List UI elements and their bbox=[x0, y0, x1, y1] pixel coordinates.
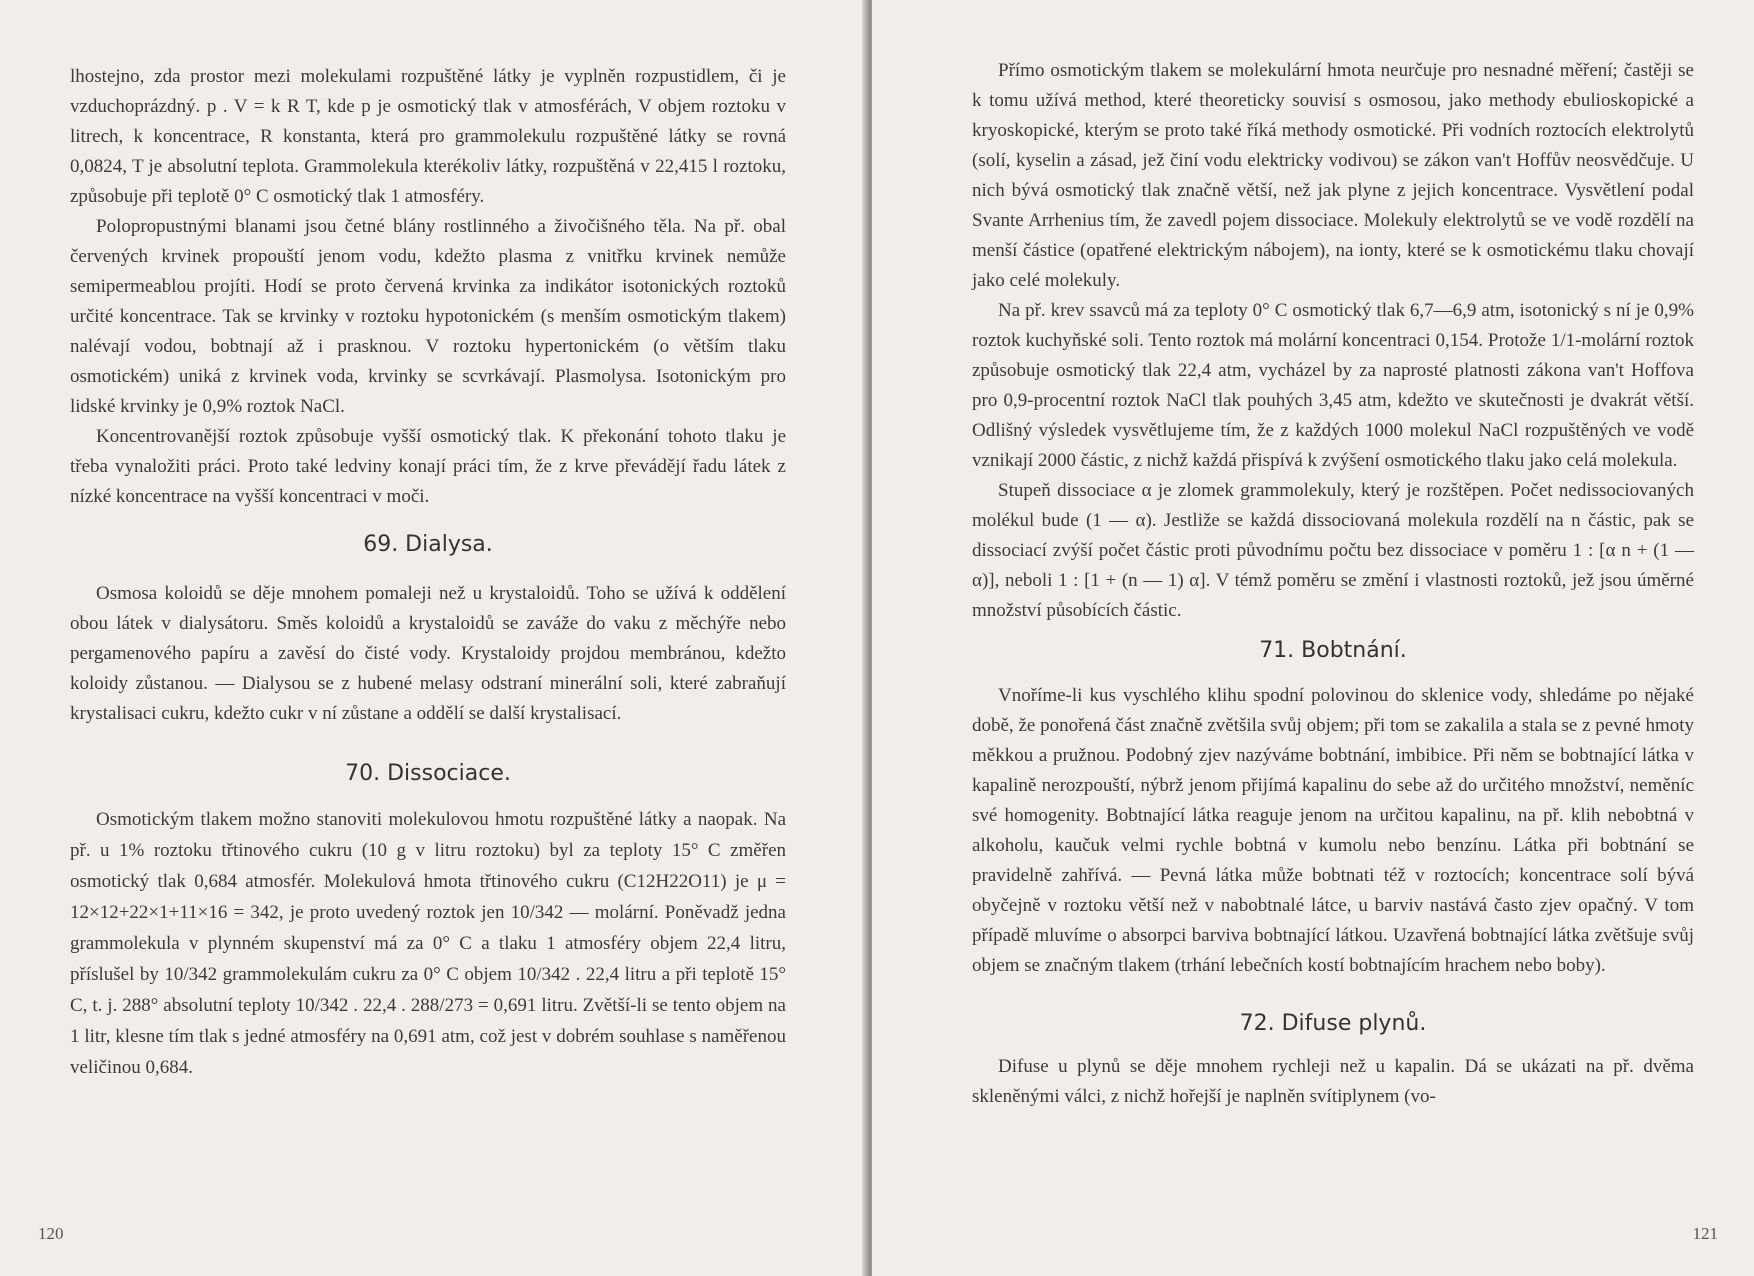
heading-bobtnani: 71. Bobtnání. bbox=[1259, 638, 1407, 663]
left-page bbox=[0, 0, 868, 1276]
page-number-left: 120 bbox=[38, 1224, 64, 1243]
right-paragraph-1: Přímo osmotickým tlakem se molekulární hmota neurčuje pro nesnadné měření; častěji se k tomu užívá method, které theoreticky souvisí s osmosou, jako methody ebulioskopické a kryoskopické, kterým se proto také říká methody osmotické. Při vodních roztocích elektrolytů (solí, kyselin a zásad, jež činí vodu elektricky vodivou) se zákon van't Hoffův neosvědčuje. U nich bývá osmotický tlak značně větší, než jak plyne z jejich koncentrace. Vysvětlení podal Svante Arrhenius tím, že zavedl pojem dissociace. Molekuly elektrolytů se ve vodě rozdělí na menší částice (opatřené elektrickým nábojem), na ionty, které se k osmotickému tlaku chovají jako celé molekuly. bbox=[972, 60, 1694, 291]
right-page bbox=[872, 0, 1754, 1276]
left-paragraph-5: Osmotickým tlakem možno stanoviti molekulovou hmotu rozpuštěné látky a naopak. Na př. u 1% roztoku třtinového cukru (10 g v litru roztoku) byl za teploty 15° C změřen osmotický tlak 0,684 atmosfér. Molekulová hmota třtinového cukru (C12H22O11) je μ = 12×12+22×1+11×16 = 342, je proto uvedený roztok jen 10/342 — molární. Poněvadž jedna grammolekula v plynném skupenství má za 0° C a tlaku 1 atmosféry objem 22,4 litru, příslušel by 10/342 grammolekulám cukru za 0° C objem 10/342 . 22,4 litru a při teplotě 15° C, t. j. 288° absolutní teploty 10/342 . 22,4 . 288/273 = 0,691 litru. Zvětší-li se tento objem na 1 litr, klesne tím tlak s jedné atmosféry na 0,691 atm, což jest v dobrém souhlase s naměřenou veličinou 0,684. bbox=[70, 809, 786, 1078]
heading-dissociace: 70. Dissociace. bbox=[345, 761, 511, 786]
heading-difuse-plynu: 72. Difuse plynů. bbox=[1239, 1011, 1427, 1036]
page-number-right: 121 bbox=[1692, 1224, 1718, 1243]
left-paragraph-4: Osmosa koloidů se děje mnohem pomaleji než u krystaloidů. Toho se užívá k oddělení obou látek v dialysátoru. Směs koloidů a krystaloidů se zaváže do vaku z měchýře nebo pergamenového papíru a zavěsí do čisté vody. Krystaloidy projdou membránou, kdežto koloidy zůstanou. — Dialysou se z hubené melasy odstraní minerální soli, které zabraňují krystalisaci cukru, kdežto cukr v ní zůstane a oddělí se další krystalisací. bbox=[70, 583, 786, 724]
right-paragraph-5: Difuse u plynů se děje mnohem rychleji než u kapalin. Dá se ukázati na př. dvěma skleněnými válci, z nichž hořejší je naplněn svítiplynem (vo- bbox=[972, 1056, 1694, 1107]
left-paragraph-1: lhostejno, zda prostor mezi molekulami rozpuštěné látky je vyplněn rozpustidlem, či je vzduchoprázdný. p . V = k R T, kde p je osmotický tlak v atmosférách, V objem roztoku v litrech, k koncentrace, R konstanta, která pro grammolekulu rozpuštěné látky se rovná 0,0824, T je absolutní teplota. Grammolekula kterékoliv látky, rozpuštěná v 22,415 l roztoku, způsobuje při teplotě 0° C osmotický tlak 1 atmosféry. bbox=[70, 66, 786, 207]
right-paragraph-4: Vnoříme-li kus vyschlého klihu spodní polovinou do sklenice vody, shledáme po nějaké době, že ponořená část značně zvětšila svůj objem; při tom se zakalila a stala se z pevné hmoty měkkou a pružnou. Podobný zjev nazýváme bobtnání, imbibice. Při něm se bobtnající látka v kapalině nerozpouští, nýbrž jenom přijímá kapalinu do sebe až do určitého množství, neměníc své homogenity. Bobtnající látka reaguje jenom na určitou kapalinu, na př. klih nebobtná v alkoholu, kaučuk velmi rychle bobtná v kumolu nebo benzínu. Látka při bobtnání se pravidelně zahřívá. — Pevná látka může bobtnati též v roztocích; koncentrace solí bývá obyčejně v roztoku větší než v nabobtnalé látce, u barviv nastává často zjev opačný. V tom případě mluvíme o absorpci barviva bobtnající látkou. Uzavřená bobtnající látka zvětšuje svůj objem se značným tlakem (trhání lebečních kostí bobtnajícím hrachem nebo boby). bbox=[972, 685, 1694, 976]
heading-dialysa: 69. Dialysa. bbox=[363, 532, 493, 557]
left-paragraph-2: Polopropustnými blanami jsou četné blány rostlinného a živočišného těla. Na př. obal červených krvinek propouští jenom vodu, kdežto plasma z vnitřku krvinek nemůže semipermeablou projíti. Hodí se proto červená krvinka za indikátor isotonických roztoků určité koncentrace. Tak se krvinky v roztoku hypotonickém (s menším osmotickým tlakem) nalévají vodou, bobtnají až i prasknou. V roztoku hypertonickém (o větším tlaku osmotickém) uniká z krvinek voda, krvinky se scvrkávají. Plasmolysa. Isotonickým pro lidské krvinky je 0,9% roztok NaCl. bbox=[70, 216, 786, 417]
left-paragraph-3: Koncentrovanější roztok způsobuje vyšší osmotický tlak. K překonání tohoto tlaku je třeba vynaložiti práci. Proto také ledviny konají práci tím, že z krve převádějí řadu látek z nízké koncentrace na vyšší koncentraci v moči. bbox=[70, 426, 786, 507]
right-paragraph-3: Stupeň dissociace α je zlomek grammolekuly, který je rozštěpen. Počet nedissociovaných molékul bude (1 — α). Jestliže se každá dissociovaná molekula rozdělí na n částic, pak se dissociací zvýší počet částic proti původnímu počtu bez dissociace v poměru 1 : [α n + (1 — α)], neboli 1 : [1 + (n — 1) α]. V témž poměru se změní i vlastnosti roztoků, jež jsou úměrné množství působících částic. bbox=[972, 480, 1694, 621]
right-paragraph-2: Na př. krev ssavců má za teploty 0° C osmotický tlak 6,7—6,9 atm, isotonický s ní je 0,9% roztok kuchyňské soli. Tento roztok má molární koncentraci 0,154. Protože 1/1-molární roztok způsobuje osmotický tlak 22,4 atm, vycházel by za naprosté platnosti zákona van't Hoffova pro 0,9-procentní roztok NaCl tlak pouhých 3,45 atm, kdežto ve skutečnosti je dvakrát větší. Odlišný výsledek vysvětlujeme tím, že z každých 1000 molekul NaCl rozpuštěných ve vodě vznikají 2000 částic, z nichž každá přispívá k zvýšení osmotického tlaku jako celá molekula. bbox=[972, 300, 1694, 471]
